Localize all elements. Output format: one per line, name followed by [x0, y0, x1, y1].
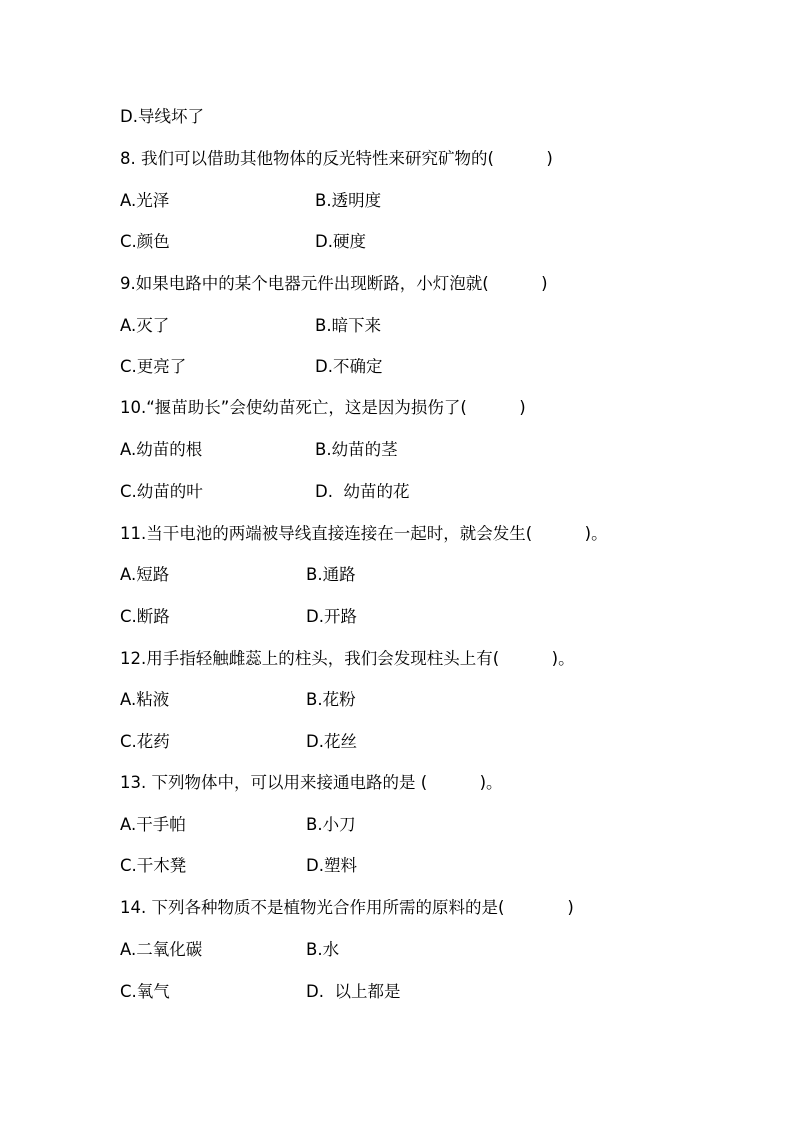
question-9: 9.如果电路中的某个电器元件出现断路，小灯泡就( ) — [120, 274, 548, 293]
option-12a: A.粘液 — [120, 690, 170, 709]
option-8d: D.硬度 — [315, 232, 366, 251]
question-14: 14. 下列各种物质不是植物光合作用所需的原料的是( ) — [120, 898, 574, 917]
option-13b: B.小刀 — [306, 815, 356, 834]
option-14b: B.水 — [306, 940, 340, 959]
option-10c: C.幼苗的叶 — [120, 482, 203, 501]
option-13a: A.干手帕 — [120, 815, 186, 834]
option-8b: B.透明度 — [315, 191, 382, 210]
option-13c: C.干木凳 — [120, 856, 187, 875]
option-11c: C.断路 — [120, 607, 170, 626]
option-9a: A.灭了 — [120, 316, 170, 335]
question-10: 10.“揠苗助长”会使幼苗死亡，这是因为损伤了( ) — [120, 398, 526, 417]
option-14c: C.氧气 — [120, 982, 170, 1001]
question-13: 13. 下列物体中，可以用来接通电路的是 ( )。 — [120, 773, 503, 792]
option-8a: A.光泽 — [120, 191, 170, 210]
question-12: 12.用手指轻触雌蕊上的柱头，我们会发现柱头上有( )。 — [120, 649, 575, 668]
option-8c: C.颜色 — [120, 232, 170, 251]
option-11b: B.通路 — [306, 565, 356, 584]
option-14a: A.二氧化碳 — [120, 940, 203, 959]
question-8: 8. 我们可以借助其他物体的反光特性来研究矿物的( ) — [120, 149, 553, 168]
option-10d: D. 幼苗的花 — [315, 482, 410, 501]
option-11d: D.开路 — [306, 607, 357, 626]
option-13d: D.塑料 — [306, 856, 357, 875]
option-9c: C.更亮了 — [120, 357, 187, 376]
option-14d: D. 以上都是 — [306, 982, 401, 1001]
option-7d: D.导线坏了 — [120, 107, 204, 126]
option-10b: B.幼苗的茎 — [315, 440, 398, 459]
option-9b: B.暗下来 — [315, 316, 382, 335]
option-9d: D.不确定 — [315, 357, 383, 376]
option-12d: D.花丝 — [306, 732, 357, 751]
question-11: 11.当干电池的两端被导线直接连接在一起时，就会发生( )。 — [120, 524, 608, 543]
option-11a: A.短路 — [120, 565, 170, 584]
option-12c: C.花药 — [120, 732, 170, 751]
option-12b: B.花粉 — [306, 690, 356, 709]
option-10a: A.幼苗的根 — [120, 440, 203, 459]
